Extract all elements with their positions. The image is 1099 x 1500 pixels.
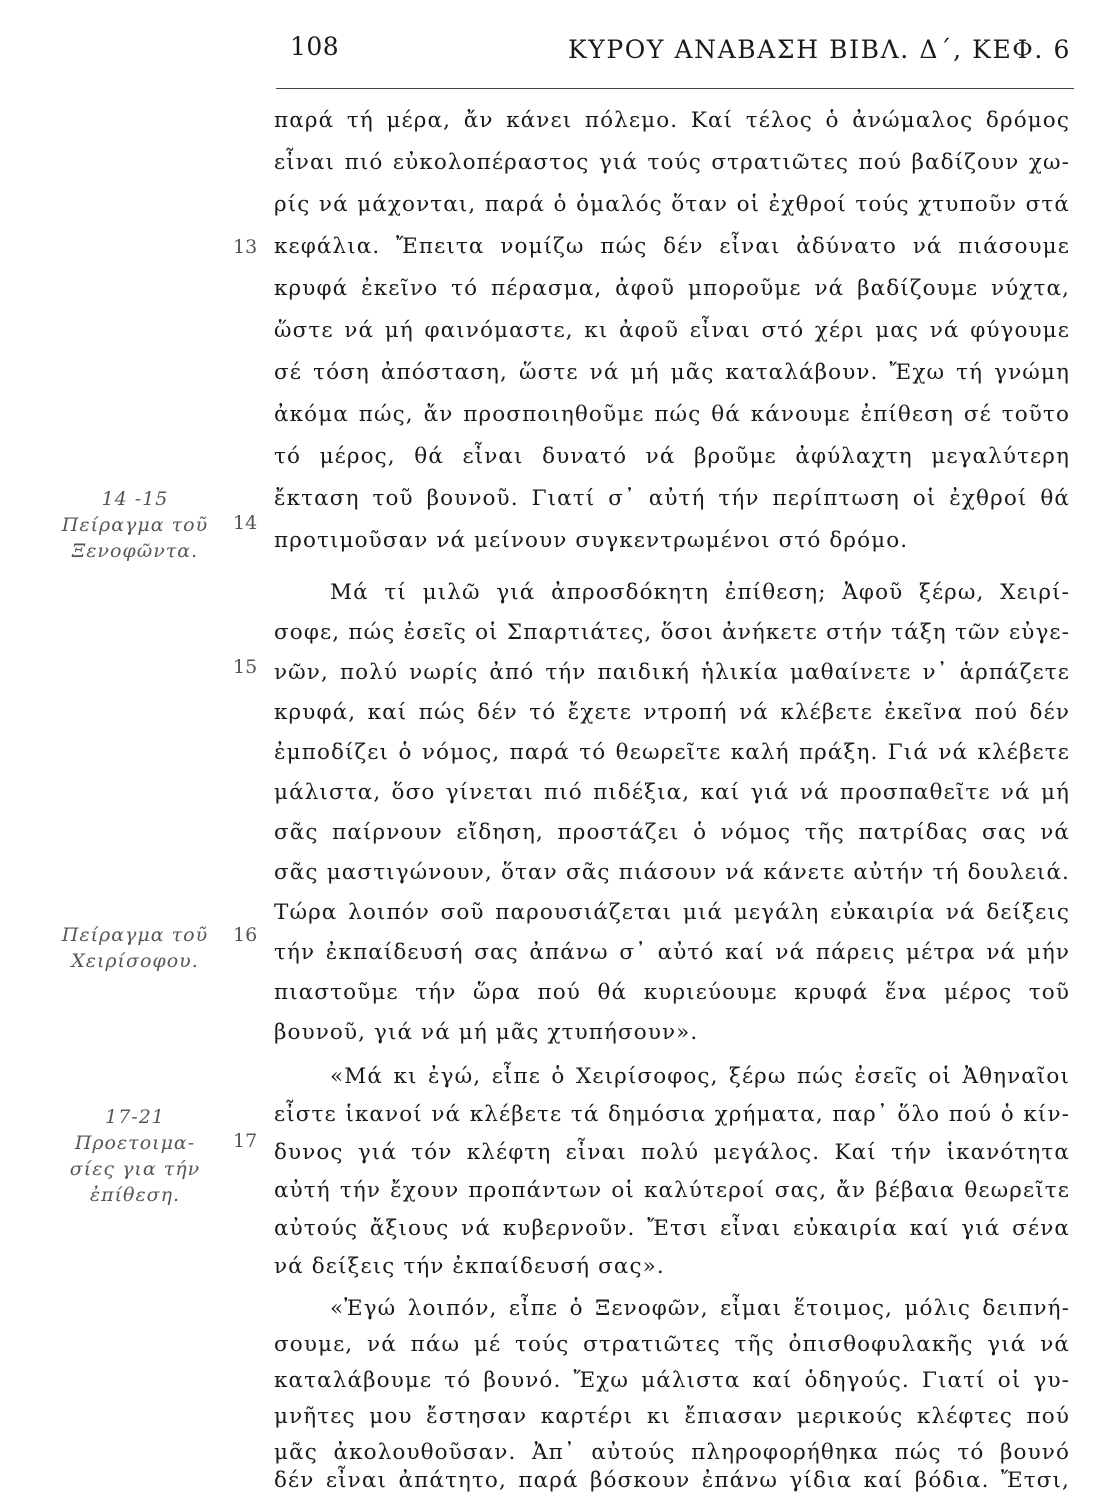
margin-note-16 — [40, 922, 230, 974]
text-line: προτιμοῦσαν νά μείνουν συγκεντρωμένοι στό δρόμο. — [274, 528, 909, 553]
section-number-13: 13 — [233, 236, 258, 258]
text-line: σέ τόση ἀπόσταση, ὥστε νά μή μᾶς καταλάβουν. Ἔχω τή γνώμη — [274, 360, 1070, 385]
text-line: εἶναι πιό εὐκολοπέραστος γιά τούς στρατιῶτες πού βαδίζουν χω- — [274, 150, 1070, 175]
text-line: Τώρα λοιπόν σοῦ παρουσιάζεται μιά μεγάλη εὐκαιρία νά δείξεις — [274, 900, 1070, 925]
text-line: ὥστε νά μή φαινόμαστε, κι ἀφοῦ εἶναι στό χέρι μας νά φύγουμε — [274, 318, 1070, 343]
text-line: καταλάβουμε τό βουνό. Ἔχω μάλιστα καί ὁδηγούς. Γιατί οἱ γυ- — [274, 1368, 1070, 1393]
text-line: τό μέρος, θά εἶναι δυνατό νά βροῦμε ἀφύλαχτη μεγαλύτερη — [274, 444, 1070, 469]
margin-note-line: Χειρίσοφου. — [71, 950, 199, 972]
running-title: ΚΥΡΟΥ ΑΝΑΒΑΣΗ ΒΙΒΛ. Δ΄, ΚΕΦ. 6 — [567, 35, 1071, 64]
text-line: δέν εἶναι ἀπάτητο, παρά βόσκουν ἐπάνω γίδια καί βόδια. Ἔτσι, — [274, 1468, 1070, 1493]
section-number-15: 15 — [233, 656, 258, 678]
text-line: κρυφά ἐκεῖνο τό πέρασμα, ἀφοῦ μποροῦμε νά βαδίζουμε νύχτα, — [274, 276, 1070, 301]
text-line: πιαστοῦμε τήν ὥρα πού θά κυριεύουμε κρυφά ἕνα μέρος τοῦ — [274, 980, 1070, 1005]
text-line: μᾶς ἀκολουθοῦσαν. Ἀπ᾽ αὐτούς πληροφορήθηκα πώς τό βουνό — [274, 1440, 1070, 1465]
text-line: ἀκόμα πώς, ἄν προσποιηθοῦμε πώς θά κάνουμε ἐπίθεση σέ τοῦτο — [274, 402, 1070, 427]
text-line: αὐτή τήν ἔχουν προπάντων οἱ καλύτεροί σας, ἄν βέβαια θεωρεῖτε — [274, 1178, 1070, 1203]
text-line: ἐμποδίζει ὁ νόμος, παρά τό θεωρεῖτε καλή πράξη. Γιά νά κλέβετε — [274, 740, 1070, 765]
text-line: τήν ἐκπαίδευσή σας ἀπάνω σ᾽ αὐτό καί νά πάρεις μέτρα νά μήν — [274, 940, 1070, 965]
text-line: νῶν, πολύ νωρίς ἀπό τήν παιδική ἡλικία μαθαίνετε ν᾽ ἁρπάζετε — [274, 660, 1070, 685]
text-line: σοφε, πώς ἐσεῖς οἱ Σπαρτιάτες, ὅσοι ἀνήκετε στήν τάξη τῶν εὐγε- — [274, 620, 1070, 645]
margin-note-line: ἐπίθεση. — [89, 1184, 181, 1206]
text-line: κρυφά, καί πώς δέν τό ἔχετε ντροπή νά κλέβετε ἐκεῖνα πού δέν — [274, 700, 1070, 725]
text-line: νά δείξεις τήν ἐκπαίδευσή σας». — [274, 1254, 665, 1279]
margin-note-line: Προετοιμα- — [74, 1132, 196, 1154]
section-number-14: 14 — [233, 512, 258, 534]
margin-note-line: Πείραγμα τοῦ — [61, 514, 209, 536]
text-line: δυνος γιά τόν κλέφτη εἶναι πολύ μεγάλος. Καί τήν ἱκανότητα — [274, 1140, 1070, 1165]
margin-note-line: Πείραγμα τοῦ — [61, 924, 209, 946]
text-line: «Μά κι ἐγώ, εἶπε ὁ Χειρίσοφος, ξέρω πώς ἐσεῖς οἱ Ἀθηναῖοι — [330, 1064, 1070, 1089]
text-line: μνῆτες μου ἔστησαν καρτέρι κι ἔπιασαν μερικούς κλέφτες πού — [274, 1404, 1070, 1429]
text-line: ρίς νά μάχονται, παρά ὁ ὁμαλός ὅταν οἱ ἐχθροί τούς χτυποῦν στά — [274, 192, 1070, 217]
header-rule — [276, 88, 1074, 89]
text-line: σουμε, νά πάω μέ τούς στρατιῶτες τῆς ὀπισθοφυλακῆς γιά νά — [274, 1332, 1070, 1357]
text-line: σᾶς μαστιγώνουν, ὅταν σᾶς πιάσουν νά κάνετε αὐτήν τή δουλειά. — [274, 860, 1070, 885]
margin-note-14-15 — [40, 486, 230, 564]
margin-note-17-21 — [40, 1104, 230, 1208]
text-line: παρά τή μέρα, ἄν κάνει πόλεμο. Καί τέλος ὁ ἀνώμαλος δρόμος — [274, 108, 1070, 133]
margin-note-range: 14 -15 — [101, 488, 169, 510]
text-line: κεφάλια. Ἔπειτα νομίζω πώς δέν εἶναι ἀδύνατο νά πιάσουμε — [274, 234, 1070, 259]
text-line: μάλιστα, ὅσο γίνεται πιό πιδέξια, καί γιά νά προσπαθεῖτε νά μή — [274, 780, 1070, 805]
section-number-17: 17 — [233, 1130, 258, 1152]
text-line: ἔκταση τοῦ βουνοῦ. Γιατί σ᾽ αὐτή τήν περίπτωση οἱ ἐχθροί θά — [274, 486, 1070, 511]
text-line: εἶστε ἱκανοί νά κλέβετε τά δημόσια χρήματα, παρ᾽ ὅλο πού ὁ κίν- — [274, 1102, 1070, 1127]
text-line: «Ἐγώ λοιπόν, εἶπε ὁ Ξενοφῶν, εἶμαι ἕτοιμος, μόλις δειπνή- — [330, 1296, 1070, 1321]
text-line: βουνοῦ, γιά νά μή μᾶς χτυπήσουν». — [274, 1020, 699, 1045]
section-number-16: 16 — [233, 924, 258, 946]
text-line: σᾶς παίρνουν εἴδηση, προστάζει ὁ νόμος τῆς πατρίδας σας νά — [274, 820, 1070, 845]
margin-note-line: σίες για τήν — [69, 1158, 201, 1180]
page-number: 108 — [290, 32, 340, 61]
margin-note-line: Ξενοφῶντα. — [71, 540, 199, 562]
text-line: αὐτούς ἄξιους νά κυβερνοῦν. Ἔτσι εἶναι εὐκαιρία καί γιά σένα — [274, 1216, 1070, 1241]
margin-note-range: 17-21 — [105, 1106, 165, 1128]
text-line: Μά τί μιλῶ γιά ἀπροσδόκητη ἐπίθεση; Ἀφοῦ ξέρω, Χειρί- — [330, 580, 1070, 605]
